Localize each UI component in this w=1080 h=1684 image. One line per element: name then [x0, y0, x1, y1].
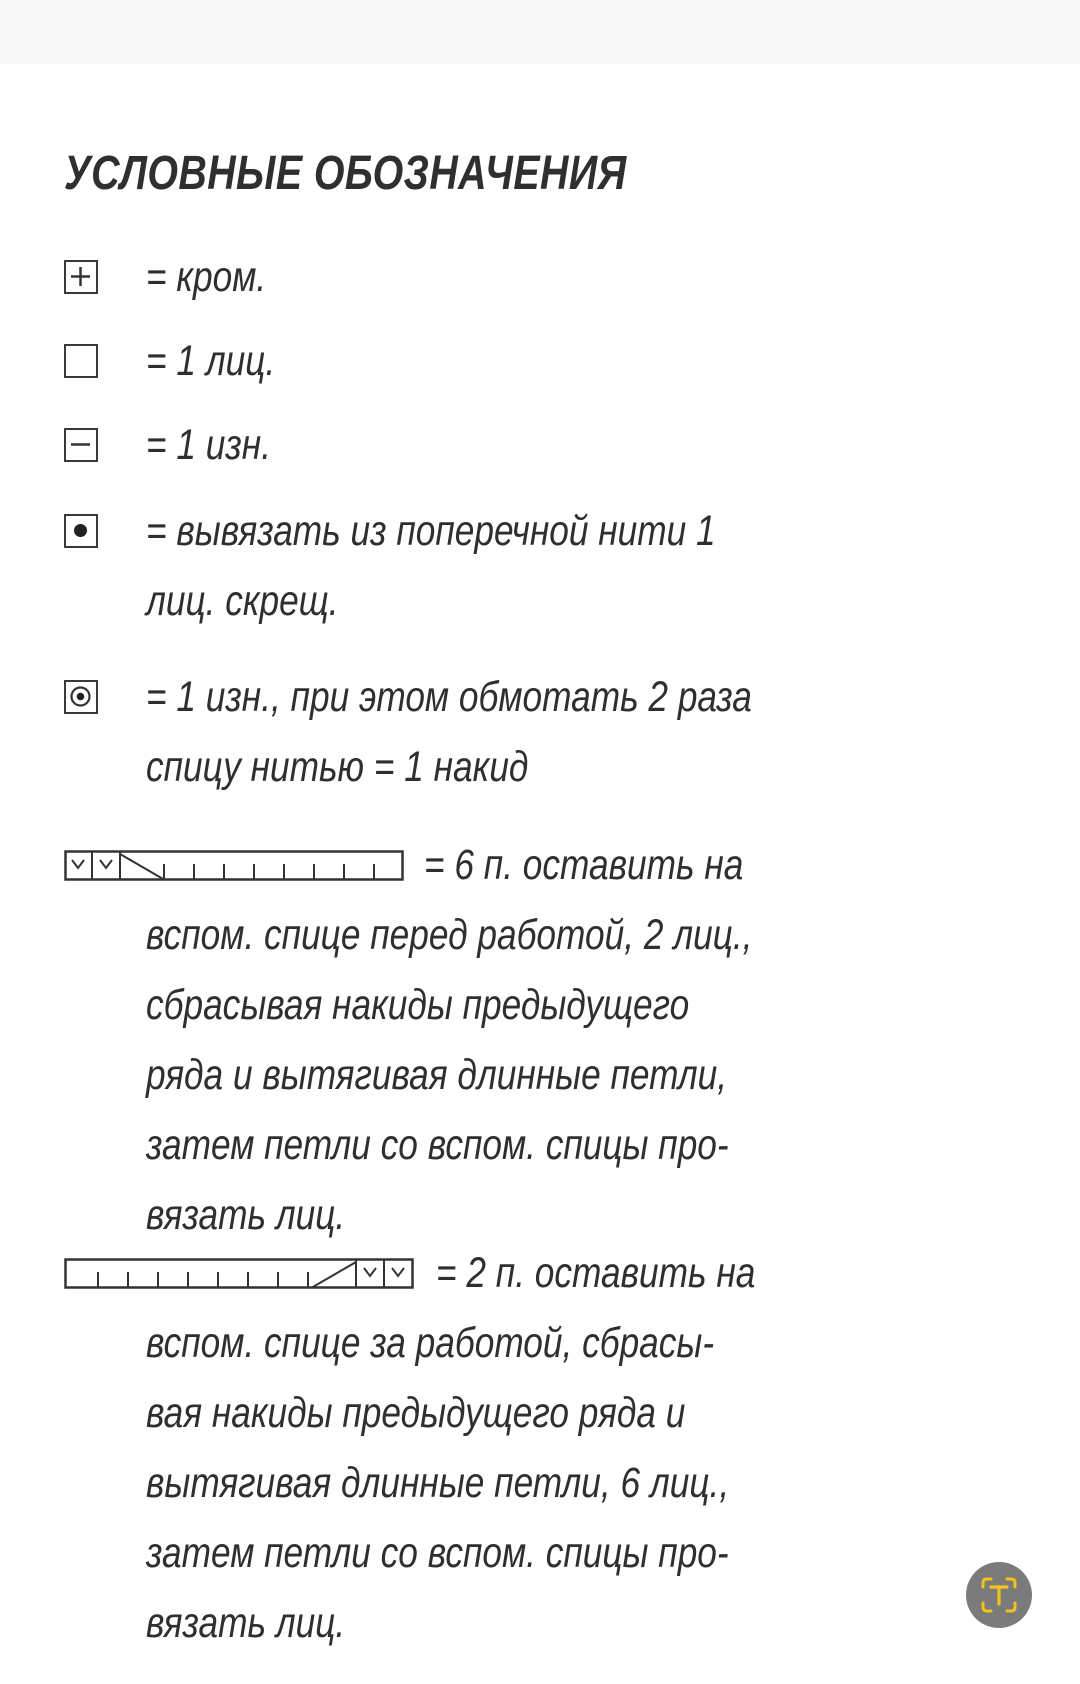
legend-text: вая накиды предыдущего ряда и: [146, 1389, 686, 1437]
legend-text: = 1 лиц.: [146, 337, 276, 385]
legend-text: = 1 изн.: [146, 421, 271, 469]
text-recognition-icon[interactable]: [966, 1562, 1032, 1628]
legend-text: вязать лиц.: [146, 1191, 346, 1239]
legend-text: = кром.: [146, 253, 267, 301]
legend-page: [0, 64, 1080, 1684]
legend-text: спицу нитью = 1 накид: [146, 743, 529, 791]
legend-text: вязать лиц.: [146, 1599, 346, 1647]
legend-text: вытягивая длинные петли, 6 лиц.,: [146, 1459, 730, 1507]
page-title: УСЛОВНЫЕ ОБОЗНАЧЕНИЯ: [64, 147, 627, 200]
legend-text: ряда и вытягивая длинные петли,: [146, 1051, 728, 1099]
cable-right-chart-icon: [64, 1258, 414, 1288]
circle-dot-square-icon: [64, 680, 98, 714]
empty-square-icon: [64, 344, 98, 378]
plus-square-icon: [64, 260, 98, 294]
legend-text: вспом. спице за работой, сбрасы-: [146, 1319, 715, 1367]
legend-text: затем петли со вспом. спицы про-: [146, 1121, 729, 1169]
legend-text: сбрасывая накиды предыдущего: [146, 981, 690, 1029]
legend-text: затем петли со вспом. спицы про-: [146, 1529, 729, 1577]
legend-text: = 6 п. оставить на: [424, 841, 744, 889]
legend-text: вспом. спице перед работой, 2 лиц.,: [146, 911, 753, 959]
legend-text: лиц. скрещ.: [146, 577, 339, 625]
minus-square-icon: [64, 428, 98, 462]
legend-text: = вывязать из поперечной нити 1: [146, 507, 716, 555]
legend-text: = 2 п. оставить на: [436, 1249, 756, 1297]
top-bar: [0, 0, 1080, 64]
text-recognition-glyph: [979, 1575, 1019, 1615]
legend-text: = 1 изн., при этом обмотать 2 раза: [146, 673, 752, 721]
cable-left-chart-icon: [64, 850, 404, 880]
dot-square-icon: [64, 514, 98, 548]
